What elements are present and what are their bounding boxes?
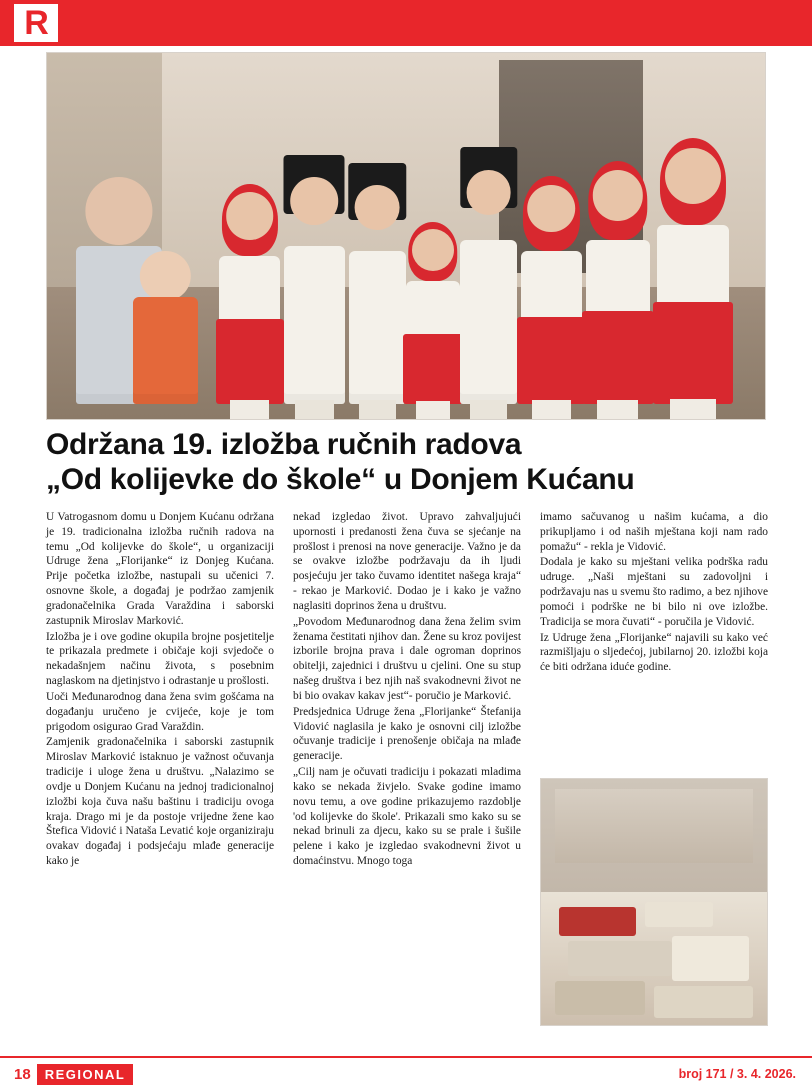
article-column-1 [46,510,274,870]
page-footer [0,1056,812,1092]
footer-brand-group [14,1064,133,1085]
paragraph: imamo sačuvanog u našim kućama, a dio prikupljamo i od naših mještana koji nam rado pomažu“ - rekla je Vidović. [540,511,768,553]
photo2-cloth [645,902,713,927]
page-header [0,0,812,46]
paragraph: Uoči Međunarodnog dana žena svim gošćama na događanju uručeno je cvijeće, koje je tom prigodom osigurao Grad Varaždin. [46,690,274,733]
hero-photo [46,52,766,420]
issue-info: broj 171 / 3. 4. 2026. [678,1067,796,1081]
brand-logo-letter: R [24,4,48,42]
brand-logo [14,4,58,42]
paragraph: Dodala je kako su mještani velika podrška radu udruge. „Naši mještani su zadovoljni i podržavaju nas u svemu što radimo, a bez njihove pomoći i podrške ne bi bilo ni ove izložbe. Tradicija se mora čuvati“ - poručila je Vidović. [540,556,768,628]
photo2-hanging-textiles [555,789,754,863]
photo-person [349,185,406,405]
headline-line-1: Održana 19. izložba ručnih radova [46,428,522,461]
photo-person [284,177,345,404]
paragraph: Iz Udruge žena „Florijanke“ najavili su kako već razmišljaju o sljedećoj, jubilarnoj 20. izložbi koja će biti održana iduće godine. [540,631,768,674]
paragraph: U Vatrogasnom domu u Donjem Kućanu održana je 19. tradicionalna izložba ručnih radova na temu „Od kolijevke do škole“, u organizaciji Udruge žena „Florijanke“ iz Donjeg Kućana. Prije početka izložbe, nastupali su učenici 7. osnovne škole, a događaj je podržao zamjenik gradonačelnika Grada Varaždina i saborski zastupnik Miroslav Marković. [46,511,274,627]
photo-person [406,229,460,405]
article-headline [46,428,768,498]
paragraph: „Povodom Međunarodnog dana žena želim svim ženama čestitati njihov dan. Žene su kroz povijest izborile brojna prava i dale ogroman doprinos obitelji, zajednici i društvu u cjelini. One su stup našeg društva i bez njih naš svakodnevni život ne bi bio ovakav kakav jest“- poručio je Marković. [293,615,521,702]
article-column-2 [293,510,521,870]
footer-brand: REGIONAL [37,1064,134,1085]
photo-person [586,170,651,404]
secondary-photo [540,778,768,1026]
header-divider [0,46,812,49]
paragraph: Predsjednica Udruge žena „Florijanke“ Štefanija Vidović naglasila je kako je osnovni cilj izložbe očuvanje tradicije i prenošenje običaja na mlađe generacije. [293,705,521,763]
page-number: 18 [14,1066,31,1083]
photo-person [219,192,280,404]
headline-line-2: „Od kolijevke do škole“ u Donjem Kućanu [46,462,635,496]
paragraph: Izložba je i ove godine okupila brojne posjetitelje te prikazala predmete i običaje koji svjedoče o nekadašnjem načinu života, s posebnim naglaskom na djetinjstvo i odrastanje u prošlosti. [46,630,274,688]
photo-person [521,185,582,405]
photo2-cloth [654,986,753,1018]
article-column-3 [540,510,768,770]
photo-person [657,148,729,404]
paragraph: „Cilj nam je očuvati tradiciju i pokazati mladima kako se nekada živjelo. Svake godine imamo novu temu, a ove godine prikazujemo razdoblje 'od kolijevke do škole'. Prikazali smo kako su se nekad brinuli za djecu, kako su se prale i šušile pelene i kako je izgledao svakodnevni život u domaćinstvu. Mnogo toga [293,766,521,868]
photo2-cloth [568,941,672,975]
photo2-cloth [559,907,636,937]
photo-person [460,170,517,404]
photo-person [133,251,198,405]
photo2-cloth [555,981,645,1015]
paragraph: nekad izgledao život. Upravo zahvaljujući upornosti i predanosti žena čuva se sjećanje na prošlost i prenosi na nove generacije. Važno je da se ovakve izložbe podržavaju da ih ljudi posjećuju jer tako čuvamo identitet našega kraja“ - rekao je Marković. Dodao je i kako je važno naglasiti doprinos žena u društvu. [293,511,521,612]
photo2-cloth [672,936,749,980]
paragraph: Zamjenik gradonačelnika i saborski zastupnik Miroslav Marković istaknuo je važnost očuvanja tradicije i uloge žena u društvu. „Nalazimo se ovdje u Donjem Kućanu na jednoj tradicionalnoj izložbi koja čuva našu baštinu i tradiciju ovoga kraja. Drago mi je da postoje vrijedne žene kao Štefica Vidović i Nataša Levatić koje organiziraju ovakav događaj i podsjećaju mlađe generacije kako je [46,736,274,868]
